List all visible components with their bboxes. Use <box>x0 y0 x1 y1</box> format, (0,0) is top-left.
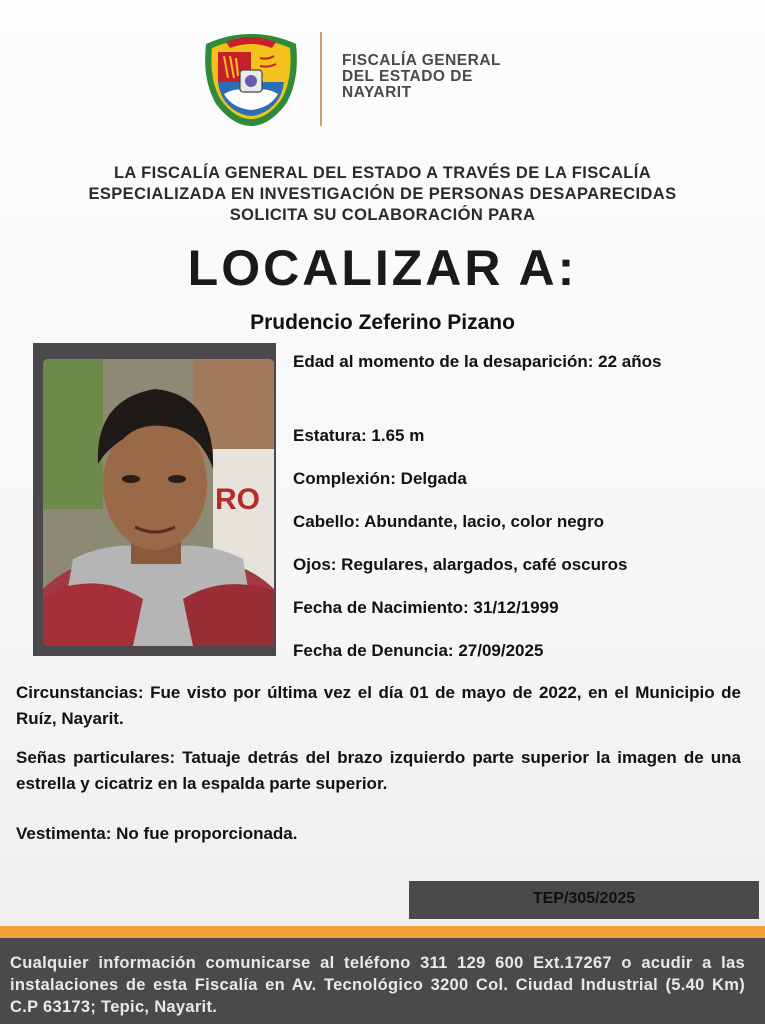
detail-birth-date: Fecha de Nacimiento: 31/12/1999 <box>293 598 559 617</box>
detail-hair: Cabello: Abundante, lacio, color negro <box>293 512 605 531</box>
org-name <box>342 53 501 101</box>
state-crest-logo <box>198 30 304 128</box>
org-line-3: NAYARIT <box>342 84 412 101</box>
circumstances-text: Circunstancias: Fue visto por última vez el día 01 de mayo de 2022, en el Municipio de Ruíz, Nayarit. <box>16 683 741 728</box>
intro-text <box>20 163 745 226</box>
detail-report-date: Fecha de Denuncia: 27/09/2025 <box>293 641 544 660</box>
intro-line-3: SOLICITA SU COLABORACIÓN PARA <box>229 206 536 224</box>
headline: LOCALIZAR A: <box>187 240 578 296</box>
detail-eyes: Ojos: Regulares, alargados, café oscuros <box>293 555 628 574</box>
header-divider <box>320 32 322 126</box>
detail-age: Edad al momento de la desaparición: 22 años <box>293 352 662 371</box>
intro-line-1: LA FISCALÍA GENERAL DEL ESTADO A TRAVÉS DE LA FISCALÍA <box>113 164 652 182</box>
footer-accent-bar <box>0 926 765 938</box>
person-photo <box>43 359 274 646</box>
distinguishing-marks-text: Señas particulares: Tatuaje detrás del brazo izquierdo parte superior la imagen de una estrella y cicatriz en la espalda parte superior. <box>16 748 741 793</box>
detail-height: Estatura: 1.65 m <box>293 426 425 445</box>
clothing-text: Vestimenta: No fue proporcionada. <box>16 824 298 843</box>
case-folio-box <box>409 881 759 919</box>
intro-line-2: ESPECIALIZADA EN INVESTIGACIÓN DE PERSONAS DESAPARECIDAS <box>88 185 677 203</box>
detail-build: Complexión: Delgada <box>293 469 467 488</box>
person-name: Prudencio Zeferino Pizano <box>250 311 515 334</box>
footer-contact-text: Cualquier información comunicarse al teléfono 311 129 600 Ext.17267 o acudir a las instalaciones de esta Fiscalía en Av. Tecnológico 3200 Col. Ciudad Industrial (5.40 Km) C.P 63173; Tepic, Nayarit. <box>10 954 745 1016</box>
photo-sign-text: RO <box>215 483 260 516</box>
org-line-2: DEL ESTADO DE <box>342 68 473 85</box>
case-folio-number: TEP/305/2025 <box>532 890 636 907</box>
org-line-1: FISCALÍA GENERAL <box>342 52 501 69</box>
